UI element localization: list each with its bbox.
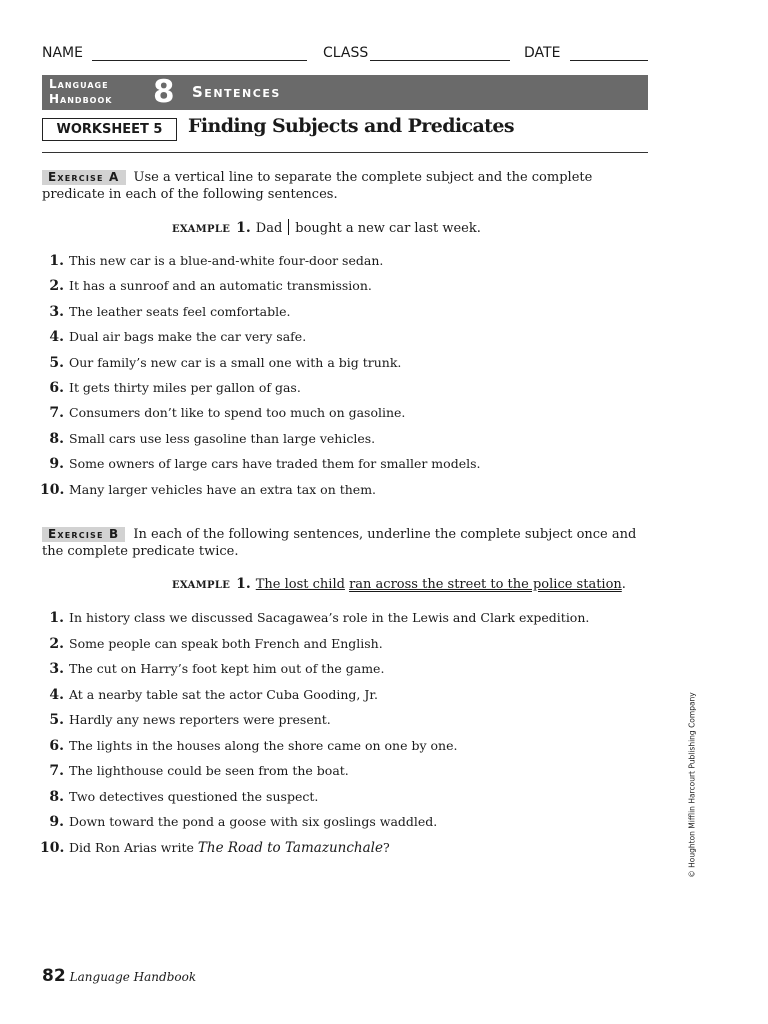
class-label: CLASS: [323, 45, 369, 61]
copyright-text: © Houghton Mifflin Harcourt Publishing Company: [687, 692, 697, 878]
footer-book-title: Language Handbook: [69, 970, 197, 984]
name-blank: [92, 60, 307, 61]
example-predicate: bought a new car last week.: [295, 221, 481, 236]
title-rule: [42, 152, 648, 153]
list-item: 3. The cut on Harry’s foot kept him out of the game.: [49, 661, 385, 677]
list-item: 5. Hardly any news reporters were present.: [49, 712, 331, 728]
date-blank: [570, 60, 648, 61]
list-item: 7. The lighthouse could be seen from the boat.: [49, 763, 349, 779]
list-item: 6. It gets thirty miles per gallon of gas.: [49, 379, 301, 396]
separator-line: [288, 219, 289, 235]
list-item: 9. Some owners of large cars have traded them for smaller models.: [49, 456, 481, 473]
example-subject: Dad: [255, 221, 283, 236]
list-item: 4. Dual air bags make the car very safe.: [49, 329, 307, 346]
date-label: DATE: [524, 45, 561, 61]
list-item: 8. Small cars use less gasoline than large vehicles.: [49, 430, 376, 447]
exercise-b-example: [172, 576, 626, 592]
example-number: 1.: [236, 220, 251, 236]
list-item: 8. Two detectives questioned the suspect.: [49, 788, 319, 805]
exercise-b-list: [40, 610, 589, 865]
list-item: 1. This new car is a blue-and-white four-door sedan.: [49, 253, 384, 269]
list-item: 5. Our family’s new car is a small one with a big trunk.: [49, 354, 402, 371]
exercise-a-list: [40, 253, 480, 507]
exercise-b-text: In each of the following sentences, underline the complete subject once and the complete predicate twice.: [42, 527, 637, 559]
exercise-b-instructions: [42, 526, 648, 560]
chapter-band: [42, 75, 648, 110]
list-item: 4. At a nearby table sat the actor Cuba Gooding, Jr.: [49, 686, 378, 703]
list-item: 10. Did Ron Arias write The Road to Tamazunchale?: [40, 839, 390, 856]
book-title: The Road to Tamazunchale: [197, 839, 383, 856]
handbook-label: [49, 77, 112, 107]
chapter-number: 8: [153, 74, 175, 110]
example-predicate: ran across the street to the police station: [349, 577, 622, 592]
example-word: EXAMPLE: [172, 224, 231, 235]
handbook-label-line2: Handbook: [49, 92, 113, 106]
worksheet-title: Finding Subjects and Predicates: [188, 115, 514, 137]
exercise-a-instructions: [42, 169, 648, 203]
example-end: .: [621, 577, 626, 592]
worksheet-label: WORKSHEET 5: [42, 118, 177, 141]
list-item: 10. Many larger vehicles have an extra tax on them.: [40, 481, 377, 498]
class-blank: [370, 60, 510, 61]
section-title: Sentences: [192, 83, 281, 101]
list-item: 2. It has a sunroof and an automatic transmission.: [49, 278, 372, 295]
list-item: 7. Consumers don’t like to spend too much on gasoline.: [49, 405, 406, 422]
example-word: EXAMPLE: [172, 580, 231, 591]
exercise-b-label: Exercise B: [42, 527, 125, 542]
exercise-a-label: Exercise A: [42, 170, 126, 185]
list-item: 6. The lights in the houses along the shore came on one by one.: [49, 737, 458, 754]
list-item: 9. Down toward the pond a goose with six goslings waddled.: [49, 814, 438, 830]
exercise-a-text: Use a vertical line to separate the complete subject and the complete predicate in each of the following sentences.: [42, 170, 593, 202]
example-number: 1.: [236, 576, 251, 592]
exercise-a-example: [172, 219, 481, 236]
handbook-label-line1: Language: [49, 77, 109, 91]
list-item: 1. In history class we discussed Sacagawea’s role in the Lewis and Clark expedition.: [49, 610, 590, 626]
list-item: 3. The leather seats feel comfortable.: [49, 303, 291, 320]
list-item: 2. Some people can speak both French and English.: [49, 635, 383, 652]
example-subject: The lost child: [255, 577, 345, 592]
page-footer: [42, 966, 196, 986]
name-label: NAME: [42, 45, 83, 61]
page-number: 82: [42, 966, 66, 986]
